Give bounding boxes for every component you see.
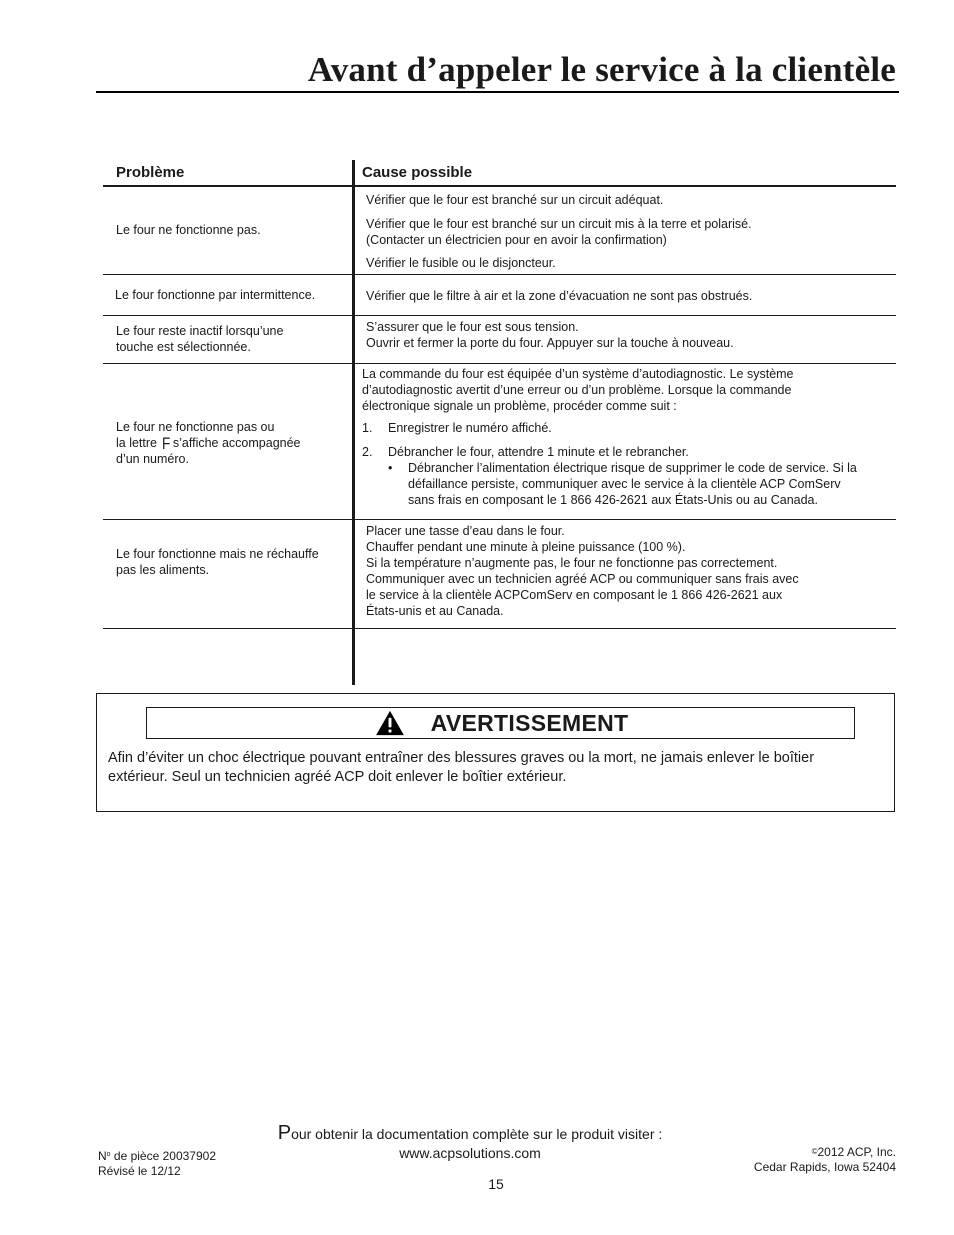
header-problem: Problème (116, 164, 185, 181)
step-number: 2. (362, 445, 373, 459)
problem-cell (116, 323, 346, 355)
problem-cell (116, 419, 346, 467)
cause-line: électronique signale un problème, procéder comme suit : (362, 399, 677, 413)
bullet-item (388, 460, 882, 508)
cause-cell (366, 523, 886, 619)
problem-line (116, 435, 346, 451)
problem-line: Le four fonctionne mais ne réchauffe (116, 547, 319, 561)
header-rule (103, 185, 896, 187)
footer-company (754, 1144, 896, 1175)
warning-header (146, 707, 855, 739)
cause-line: Communiquer avec un technicien agréé ACP ou communiquer sans frais avec (366, 572, 799, 586)
part-prefix: N (98, 1149, 107, 1163)
cause-line: (Contacter un électricien pour en avoir la confirmation) (366, 233, 667, 247)
cause-line: Placer une tasse d’eau dans le four. (366, 524, 565, 538)
cause-line: La commande du four est équipée d’un système d’autodiagnostic. Le système (362, 367, 794, 381)
cause-cell (366, 192, 886, 271)
cause-line: d’autodiagnostic avertit d’une erreur ou d’un problème. Lorsque la commande (362, 383, 792, 397)
problem-line: Le four reste inactif lorsqu’une (116, 324, 284, 338)
warning-title: AVERTISSEMENT (430, 709, 629, 736)
footer-doc-info (240, 1124, 700, 1163)
cause-line: Vérifier que le filtre à air et la zone d’évacuation ne sont pas obstrués. (366, 289, 753, 303)
numbered-step (362, 444, 882, 460)
doc-text: our obtenir la documentation complète sur le produit visiter : (291, 1126, 663, 1142)
doc-line (240, 1124, 700, 1144)
header-cause: Cause possible (362, 164, 473, 181)
bullet-line: Débrancher l’alimentation électrique risque de supprimer le code de service. Si la (408, 461, 857, 475)
row-separator (103, 274, 896, 275)
bullet-line: défaillance persiste, communiquer avec le service à la clientèle ACP ComServ (408, 477, 841, 491)
part-sup: o (106, 1151, 111, 1158)
problem-line: pas les aliments. (116, 563, 210, 577)
warning-text (108, 749, 884, 787)
doc-url[interactable]: www.acpsolutions.com (399, 1145, 541, 1161)
bullet-mark: • (388, 461, 393, 475)
step-text: Enregistrer le numéro affiché. (388, 421, 552, 435)
doc-dropcap: P (277, 1122, 292, 1144)
cause-line: S’assurer que le four est sous tension. (366, 320, 579, 334)
problem-line: touche est sélectionnée. (116, 340, 251, 354)
cause-cell (362, 366, 882, 508)
page-number: 15 (488, 1176, 504, 1192)
problem-cell: Le four fonctionne par intermittence. (115, 288, 316, 302)
cause-line: Vérifier que le four est branché sur un circuit mis à la terre et polarisé. (366, 217, 752, 231)
problem-text: la lettre (116, 436, 157, 450)
row-separator (103, 363, 896, 364)
row-separator (103, 628, 896, 629)
cause-line: Si la température n’augmente pas, le four ne fonctionne pas correctement. (366, 556, 778, 570)
numbered-step (362, 420, 882, 436)
warning-box (96, 693, 895, 812)
address: Cedar Rapids, Iowa 52404 (753, 1160, 896, 1174)
part-rest: de pièce 20037902 (110, 1149, 217, 1163)
cause-line: le service à la clientèle ACPComServ en composant le 1 866 426-2621 aux (366, 588, 783, 602)
copyright-text: 2012 ACP, Inc. (817, 1145, 896, 1159)
warning-line: Afin d’éviter un choc électrique pouvant entraîner des blessures graves ou la mort, ne jamais enlever le boîtier (108, 750, 815, 766)
problem-line: d’un numéro. (116, 452, 189, 466)
cause-line: Chauffer pendant une minute à pleine puissance (100 %). (366, 540, 686, 554)
step-text: Débrancher le four, attendre 1 minute et le rebrancher. (388, 445, 689, 459)
copyright (754, 1144, 896, 1160)
part-number (98, 1147, 216, 1164)
cause-line: Ouvrir et fermer la porte du four. Appuyer sur la touche à nouveau. (366, 336, 734, 350)
warning-triangle-icon (373, 710, 407, 736)
problem-cell: Le four ne fonctionne pas. (116, 223, 261, 237)
cause-line: Vérifier que le four est branché sur un circuit adéquat. (366, 193, 664, 207)
footer-part-info (98, 1147, 216, 1179)
warning-line: extérieur. Seul un technicien agréé ACP doit enlever le boîtier extérieur. (108, 769, 567, 785)
row-separator (103, 315, 896, 316)
error-letter-f: F (162, 434, 171, 453)
problem-line: Le four ne fonctionne pas ou (116, 420, 275, 434)
copyright-symbol: © (811, 1147, 818, 1156)
page-title: Avant d’appeler le service à la clientèle (307, 50, 896, 89)
problem-text: s’affiche accompagnée (172, 436, 301, 450)
cause-line: Vérifier le fusible ou le disjoncteur. (366, 256, 556, 270)
problem-cell (116, 546, 346, 578)
row-separator (103, 519, 896, 520)
cause-cell (366, 288, 886, 304)
revised-date: Révisé le 12/12 (98, 1164, 181, 1178)
cause-line: États-unis et au Canada. (366, 604, 504, 618)
step-number: 1. (362, 421, 373, 435)
column-divider (352, 160, 355, 685)
cause-cell (366, 319, 886, 351)
bullet-line: sans frais en composant le 1 866 426-2621 aux États-Unis ou au Canada. (408, 493, 818, 507)
